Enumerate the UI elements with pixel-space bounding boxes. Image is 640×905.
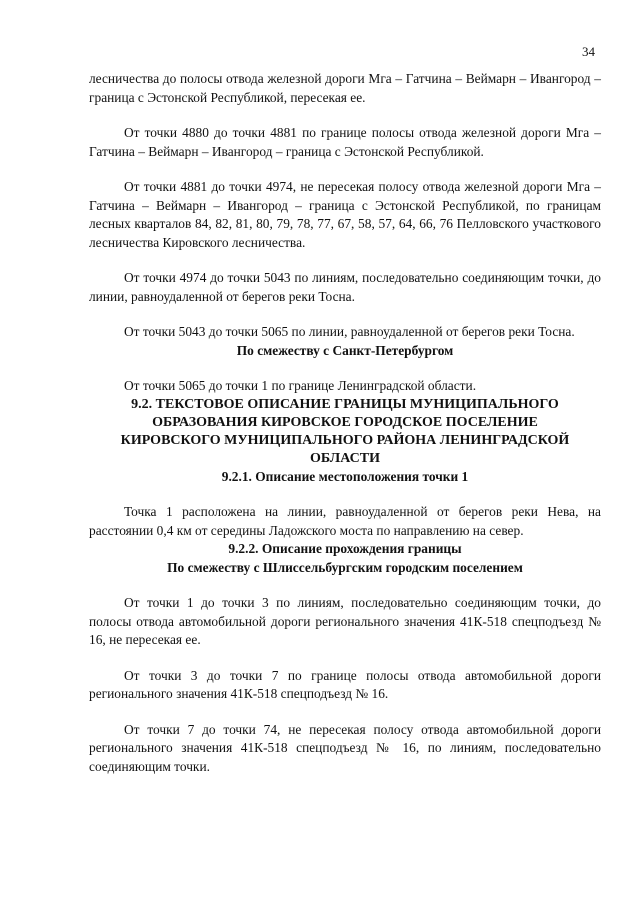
paragraph: От точки 5065 до точки 1 по границе Ленинградской области.	[124, 378, 477, 393]
paragraph: От точки 4880 до точки 4881 по границе полосы отвода железной дороги Мга – Гатчина – Веймарн – Ивангород – граница с Эстонской Республикой.	[89, 125, 601, 159]
subheading-spb: По смежеству с Санкт-Петербургом	[236, 342, 454, 358]
paragraph: От точки 5043 до точки 5065 по линии, равноудаленной от берегов реки Тосна.	[124, 324, 575, 339]
paragraph: От точки 4881 до точки 4974, не пересекая полосу отвода железной дороги Мга – Гатчина – Веймарн – Ивангород – граница с Эстонской Республикой, по границам лесных кварталов 84, 82, 81, 80, 79, 78, 77, 67, 58, 57, 64, 66, 76 Пелловского участкового лесничества Кировского лесничества.	[89, 179, 601, 250]
paragraph: От точки 4974 до точки 5043 по линиям, последовательно соединяющим точки, до линии, равноудаленной от берегов реки Тосна.	[89, 270, 601, 304]
page-number: 34	[582, 44, 595, 59]
paragraph: От точки 7 до точки 74, не пересекая полосу отвода автомобильной дороги регионального значения 41К-518 спецподъезд № 16, по линиям, последовательно соединяющим точки.	[89, 721, 601, 774]
paragraph: лесничества до полосы отвода железной дороги Мга – Гатчина – Веймарн – Ивангород – граница с Эстонской Республикой, пересекая ее.	[89, 71, 601, 105]
subheading-9-2-2: 9.2.2. Описание прохождения границы	[228, 541, 462, 556]
paragraph: Точка 1 расположена на линии, равноудаленной от берегов реки Нева, на расстоянии 0,4 км от середины Ладожского моста по направлению на север.	[89, 504, 601, 538]
subheading-shlisselburg: По смежеству с Шлиссельбургским городским поселением	[167, 559, 523, 575]
paragraph: От точки 1 до точки 3 по линиям, последовательно соединяющим точки, до полосы отвода автомобильной дороги регионального значения 41К-518 спецподъезд № 16, не пересекая ее.	[89, 595, 601, 647]
document-body	[89, 70, 601, 776]
paragraph: От точки 3 до точки 7 по границе полосы отвода автомобильной дороги регионального значения 41К-518 спецподъезд № 16.	[89, 667, 601, 701]
section-title: 9.2. ТЕКСТОВОЕ ОПИСАНИЕ ГРАНИЦЫ МУНИЦИПАЛЬНОГО ОБРАЗОВАНИЯ КИРОВСКОЕ ГОРОДСКОЕ ПОСЕЛЕНИЕ КИРОВСКОГО МУНИЦИПАЛЬНОГО РАЙОНА ЛЕНИНГРАДСКОЙ ОБЛАСТИ	[120, 396, 570, 466]
subheading-9-2-1: 9.2.1. Описание местоположения точки 1	[221, 468, 469, 484]
